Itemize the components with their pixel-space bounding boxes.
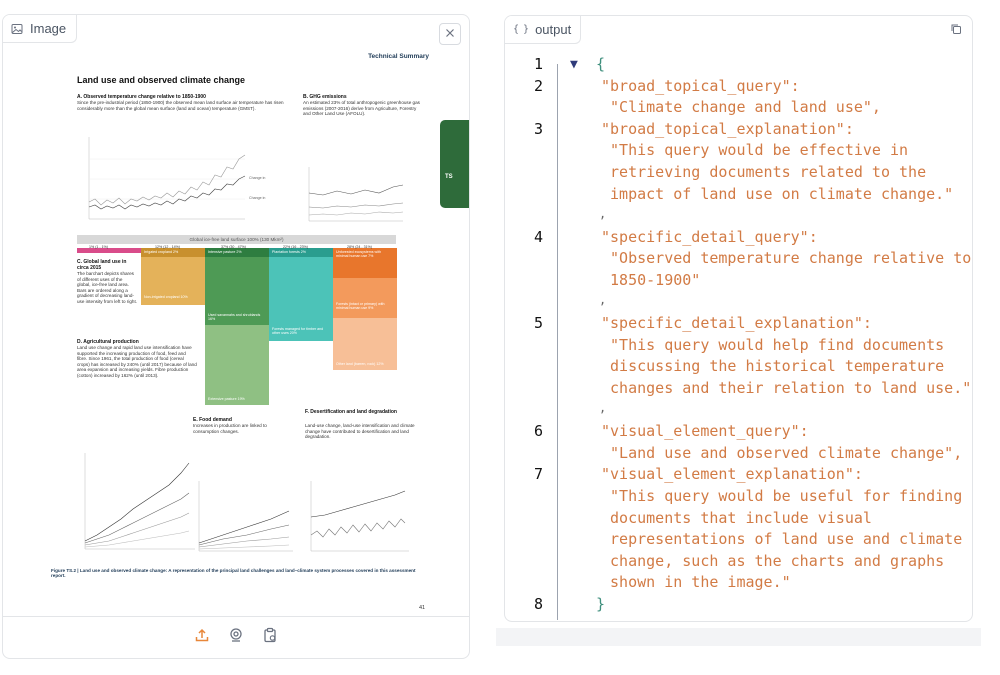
code-line: discussing the historical temperature <box>601 357 945 376</box>
code-line: impact of land use on climate change." <box>601 184 954 203</box>
json-braces-icon: { } <box>513 24 529 35</box>
code-line: change, such as the charts and graphs <box>601 551 945 570</box>
figure-caption: Figure TS.2 | Land use and observed climate change: A representation of the principal land challenges and land–climate system processes covered in this assessment report. <box>51 568 416 579</box>
doc-header: Technical Summary <box>368 53 429 60</box>
webcam-icon <box>228 627 244 648</box>
section-c-heading: C. Global land use in circa 2015 <box>77 259 127 271</box>
ghg-emissions-chart <box>303 163 413 231</box>
code-gutter-divider <box>557 64 558 620</box>
ts-section-tab <box>440 120 469 208</box>
ts-tab-label: TS <box>445 174 453 180</box>
land-bar-forests-managed: Forests managed for timber and other uses 20% <box>269 257 333 341</box>
land-bar-intact-forests: Forests (intact or primary) with minimal human use 9% <box>333 278 397 318</box>
section-a-text: Since the pre-industrial period (1850-1900) the observed mean land surface air temperature has risen considerably more than the global mean surface (land and ocean) temperature (GMST). <box>77 100 284 111</box>
section-f-heading: F. Desertification and land degradation <box>305 409 397 415</box>
line-number: 1 <box>533 55 543 73</box>
agricultural-production-chart <box>77 449 201 557</box>
temperature-chart <box>77 127 291 231</box>
paste-clipboard-button[interactable] <box>259 627 281 649</box>
section-c-text: The barchart depicts shares of different uses of the global, ice-free land area. Bars are ordered along a gradient of decreasing land-use intensity from left to right. <box>77 271 137 304</box>
comma-separator: , <box>599 207 607 221</box>
output-panel <box>504 15 973 622</box>
code-line: changes and their relation to land use." <box>601 379 972 397</box>
pct-infrastructure: 1% (1 - 1%) <box>89 245 108 249</box>
code-line: "specific_detail_explanation": <box>601 314 872 333</box>
comma-separator: , <box>599 293 607 307</box>
svg-text:Change in: Change in <box>249 196 266 200</box>
food-demand-chart <box>193 477 299 557</box>
code-line: retrieving documents related to the <box>601 163 927 181</box>
code-line: "Climate change and land use", <box>601 98 881 117</box>
document-page <box>51 49 433 619</box>
close-image-button[interactable] <box>439 23 461 45</box>
output-panel-title: output <box>535 22 572 37</box>
land-bar-infrastructure <box>77 248 141 253</box>
land-bar-plantation: Plantation forests 2% <box>269 248 333 257</box>
land-bar-intensive-pasture: Intensive pasture 2% <box>205 248 269 257</box>
section-e-heading: E. Food demand <box>193 417 232 423</box>
line-number: 8 <box>533 595 543 613</box>
land-bar-irrigated: Irrigated cropland 2% <box>141 248 205 257</box>
code-line: { <box>596 55 606 73</box>
code-line: } <box>596 595 606 613</box>
page-number: 41 <box>419 605 426 611</box>
code-line: 1850-1900" <box>601 271 701 289</box>
code-line: "specific_detail_query": <box>601 227 818 246</box>
pct-unforested: 28% (24 - 31%) <box>347 245 372 249</box>
output-panel-label <box>505 16 581 44</box>
line-number: 4 <box>533 227 543 246</box>
upload-button[interactable] <box>191 627 213 649</box>
land-bar-unforested: Unforested ecosystems with minimal human use 7% <box>333 248 397 278</box>
pct-cropland: 12% (12 - 14%) <box>155 245 180 249</box>
code-line: "broad_topical_explanation": <box>601 119 854 138</box>
code-line: representations of land use and climate <box>601 530 963 549</box>
code-line: "visual_element_query": <box>601 422 809 441</box>
section-d-heading: D. Agricultural production <box>77 339 139 345</box>
line-number: 7 <box>533 465 543 484</box>
code-line: "Land use and observed climate change", <box>601 443 963 462</box>
code-line: shown in the image." <box>601 573 791 592</box>
land-surface-band: Global ice-free land surface 100% (130 Mkm²) <box>77 235 396 244</box>
land-bar-other-land: Other land (barren, rock) 12% <box>333 318 397 370</box>
comma-separator: , <box>599 401 607 415</box>
land-bar-savannahs: Used savannahs and shrublands 16% <box>205 257 269 325</box>
image-panel-label <box>3 15 77 43</box>
output-panel-footer-strip <box>496 628 981 646</box>
line-number: 3 <box>533 119 543 138</box>
pct-pasture: 37% (30 - 47%) <box>221 245 246 249</box>
section-e-text: Increases in production are linked to consumption changes. <box>193 423 267 434</box>
close-icon <box>445 25 455 43</box>
collapse-toggle-icon[interactable]: ▼ <box>570 57 578 72</box>
line-number: 6 <box>533 422 543 441</box>
land-bar-non-irrigated: Non-irrigated cropland 10% <box>141 257 205 305</box>
code-line: "This query would help find documents <box>601 335 945 354</box>
section-b-heading: B. GHG emissions <box>303 94 347 100</box>
image-panel <box>2 14 470 659</box>
doc-title: Land use and observed climate change <box>77 75 246 85</box>
copy-button[interactable] <box>946 21 966 41</box>
code-line: "Observed temperature change relative to <box>601 249 972 268</box>
clipboard-icon <box>262 627 278 648</box>
land-bar-extensive-pasture: Extensive pasture 19% <box>205 325 269 405</box>
desertification-chart <box>305 477 415 557</box>
copy-icon <box>950 22 962 40</box>
upload-icon <box>194 627 210 648</box>
svg-text:Change in: Change in <box>249 176 266 180</box>
webcam-button[interactable] <box>225 627 247 649</box>
section-d-text: Land use change and rapid land use intensification have supported the increasing production of food, feed and fibre. Since 1961, the total production of food (cereal crops) has increased by 240% (until 2017) because of land area expansion and increasing yields. Fibre production (cotton) increased by 162% (until 2013). <box>77 345 197 378</box>
code-line: documents that include visual <box>601 508 872 527</box>
code-line: "This query would be useful for finding <box>601 487 963 505</box>
code-line: "This query would be effective in <box>601 141 909 160</box>
image-panel-toolbar <box>3 616 469 658</box>
section-b-text: An estimated 23% of total anthropogenic greenhouse gas emissions (2007-2016) derive from Agriculture, Forestry and Other Land Use (AFOLU). <box>303 100 420 117</box>
image-icon <box>11 23 23 35</box>
code-line: "broad_topical_query": <box>601 76 800 95</box>
line-number: 2 <box>533 76 543 95</box>
line-number: 5 <box>533 314 543 333</box>
section-a-heading: A. Observed temperature change relative to 1850-1900 <box>77 94 206 100</box>
section-f-text: Land-use change, land-use intensification and climate change have contributed to desertification and land degradation. <box>305 423 415 440</box>
code-line: "visual_element_explanation": <box>601 465 863 484</box>
pct-forests: 22% (16 - 23%) <box>283 245 308 249</box>
image-panel-title: Image <box>30 21 67 36</box>
